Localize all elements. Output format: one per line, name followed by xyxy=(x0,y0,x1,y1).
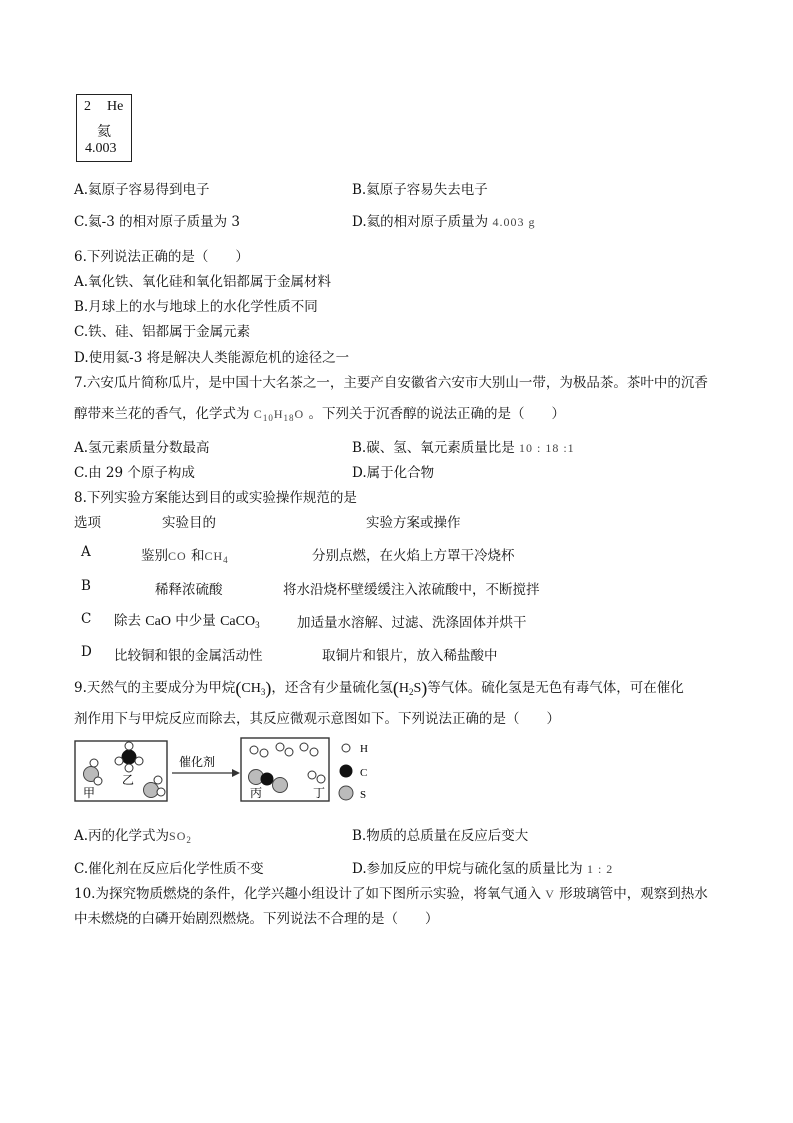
q7-formula xyxy=(254,407,304,421)
q9-formula-ch3-sub: 3 xyxy=(260,687,266,697)
q7-stem-line2 xyxy=(74,402,565,423)
legend-s-label: S xyxy=(360,789,367,801)
q8-row-a-formula-ch4-main: CH xyxy=(204,549,224,563)
q7-option-b-text: B.碳、氢、氧元素质量比是 xyxy=(352,440,515,456)
q5-option-d-value: 4.003 g xyxy=(492,215,536,229)
legend-h-icon xyxy=(342,744,350,752)
q8-row-c-formula-caco3-sub: 3 xyxy=(255,620,260,630)
q9-option-a-text: A.丙的化学式为 xyxy=(74,828,170,844)
q7-option-c: C.由 29 个原子构成 xyxy=(74,465,195,481)
q8-row-c-purpose-text: 除去 xyxy=(114,613,141,629)
molecule-ch4 xyxy=(115,742,143,772)
q8-row-a-method: 分别点燃，在火焰上方罩干冷烧杯 xyxy=(312,548,515,564)
q8-row-c-formula-caco3 xyxy=(220,614,260,629)
q9-formula-h2s: $(H_2S)$ xyxy=(392,678,428,698)
q7-formula-h-sub: 18 xyxy=(283,413,295,423)
q8-stem: 8.下列实验方案能达到目的或实验操作规范的是 xyxy=(74,490,357,506)
q7-option-b xyxy=(352,436,575,456)
q5-option-d xyxy=(352,210,535,230)
q8-row-a-formula-ch4-sub: 4 xyxy=(223,555,229,565)
element-name: 氦 xyxy=(97,125,111,140)
legend-c-icon xyxy=(340,765,353,778)
diagram-legend xyxy=(339,743,368,801)
q8-row-c-formula-caco3-main: CaCO xyxy=(220,614,256,629)
q7-formula-c: C xyxy=(253,407,263,421)
q8-row-a-purpose-and: 和 xyxy=(190,548,205,564)
molecule-h2s-left xyxy=(84,759,103,785)
catalyst-label: 催化剂 xyxy=(179,755,216,769)
q10-stem-text-a: 10.为探究物质燃烧的条件，化学兴趣小组设计了如下图所示实验，将氧气通入 xyxy=(74,886,541,902)
q9-option-b: B.物质的总质量在反应后变大 xyxy=(352,828,529,844)
q8-row-a-purpose-text: 鉴别 xyxy=(141,548,168,564)
q5-option-d-text: D.氦的相对原子质量为 xyxy=(352,214,489,230)
q8-row-d-purpose: 比较铜和银的金属活动性 xyxy=(114,648,263,664)
q7-formula-o: O xyxy=(294,407,305,421)
q9-stem-line1 xyxy=(74,676,684,699)
q9-option-a-formula-sub: 2 xyxy=(186,835,192,845)
q7-formula-h: H xyxy=(273,407,284,421)
q5-option-a: A.氦原子容易得到电子 xyxy=(74,182,210,198)
q9-formula-ch3-main: CH xyxy=(241,681,261,696)
legend-h-label: H xyxy=(360,743,368,755)
q10-stem-text-b: 形玻璃管中，观察到热水 xyxy=(559,886,708,902)
q10-stem-line2: 中未燃烧的白磷开始剧烈燃烧。下列说法不合理的是（ ） xyxy=(74,911,439,927)
q7-option-a: A.氢元素质量分数最高 xyxy=(74,440,210,456)
q9-option-c: C.催化剂在反应后化学性质不变 xyxy=(74,861,264,877)
label-bing: 丙 xyxy=(250,786,263,800)
q9-option-a-formula xyxy=(169,829,192,843)
q7-stem-text: 醇带来兰花的香气，化学式为 xyxy=(74,406,250,422)
arrow-head-icon xyxy=(232,769,240,777)
q9-formula-h2s-s: S xyxy=(413,681,422,696)
q9-stem-text-b: ，还含有少量硫化氢 xyxy=(271,680,393,696)
q6-option-c: C.铁、硅、铝都属于金属元素 xyxy=(74,324,251,340)
q8-row-c-purpose xyxy=(114,609,260,630)
label-yi: 乙 xyxy=(122,773,135,787)
label-ding: 丁 xyxy=(313,786,326,800)
q9-option-a xyxy=(74,824,192,845)
q9-option-d xyxy=(352,857,613,877)
q7-option-b-value: 10 : 18 :1 xyxy=(519,441,575,455)
q8-header-option: 选项 xyxy=(74,515,101,531)
element-card-helium xyxy=(76,94,132,162)
q8-row-d-method: 取铜片和银片，放入稀盐酸中 xyxy=(322,648,498,664)
q8-header-method: 实验方案或操作 xyxy=(366,515,461,531)
q7-stem-line1: 7.六安瓜片简称瓜片，是中国十大名茶之一，主要产自安徽省六安市大别山一带，为极品茶。茶叶中的沉香 xyxy=(74,375,708,391)
q8-row-c-formula-cao: CaO xyxy=(145,614,171,629)
q7-formula-c-sub: 10 xyxy=(262,413,274,423)
q10-v-symbol: V xyxy=(545,887,555,901)
q6-option-b: B.月球上的水与地球上的水化学性质不同 xyxy=(74,299,318,315)
q9-stem-text-c: 等气体。硫化氢是无色有毒气体，可在催化 xyxy=(427,680,684,696)
q8-row-a-formula-co: CO xyxy=(168,549,187,563)
q8-row-a-purpose xyxy=(141,544,229,565)
q8-row-c-purpose-small: 中少量 xyxy=(175,613,216,629)
q7-option-d: D.属于化合物 xyxy=(352,465,435,481)
q8-row-c-label: C xyxy=(81,611,92,627)
q9-formula-ch3: $(CH_3)$ xyxy=(235,678,272,698)
atomic-number: 2 xyxy=(84,99,91,114)
q8-row-b-method: 将水沿烧杯壁缓缓注入浓硫酸中，不断搅拌 xyxy=(283,582,540,598)
label-jia: 甲 xyxy=(83,786,96,800)
q5-option-b: B.氦原子容易失去电子 xyxy=(352,182,488,198)
element-symbol: He xyxy=(107,99,124,114)
q8-row-a-formula-ch4 xyxy=(204,549,228,563)
q9-option-a-formula-main: SO xyxy=(169,829,187,843)
q6-stem: 6.下列说法正确的是（ ） xyxy=(74,249,249,265)
q8-row-a-label: A xyxy=(81,544,91,560)
legend-s-icon xyxy=(339,786,353,800)
q9-formula-h2s-sub: 2 xyxy=(408,687,414,697)
q10-stem-line1 xyxy=(74,882,708,902)
q7-stem-tail: 。下列关于沉香醇的说法正确的是（ ） xyxy=(308,406,565,422)
atomic-mass: 4.003 xyxy=(85,141,117,156)
legend-c-label: C xyxy=(360,767,368,779)
reaction-diagram xyxy=(74,735,394,805)
q6-option-a: A.氧化铁、氧化硅和氧化铝都属于金属材料 xyxy=(74,274,332,290)
q8-row-d-label: D xyxy=(81,644,92,660)
q9-stem-text-a: 9.天然气的主要成分为甲烷 xyxy=(74,680,236,696)
q8-row-b-purpose: 稀释浓硫酸 xyxy=(155,582,223,598)
q8-row-c-method: 加适量水溶解、过滤、洗涤固体并烘干 xyxy=(297,615,527,631)
q6-option-d: D.使用氦-3 将是解决人类能源危机的途径之一 xyxy=(74,350,350,366)
q8-header-purpose: 实验目的 xyxy=(162,515,216,531)
q8-row-b-label: B xyxy=(81,578,91,594)
q9-option-d-value: 1 : 2 xyxy=(586,862,614,876)
q9-formula-h2s-h: H xyxy=(398,681,409,696)
q5-option-c: C.氦-3 的相对原子质量为 3 xyxy=(74,214,240,230)
q9-stem-line2: 剂作用下与甲烷反应而除去，其反应微观示意图如下。下列说法正确的是（ ） xyxy=(74,711,560,727)
molecule-h2s-right xyxy=(144,776,166,798)
q9-option-d-text: D.参加反应的甲烷与硫化氢的质量比为 xyxy=(352,861,583,877)
